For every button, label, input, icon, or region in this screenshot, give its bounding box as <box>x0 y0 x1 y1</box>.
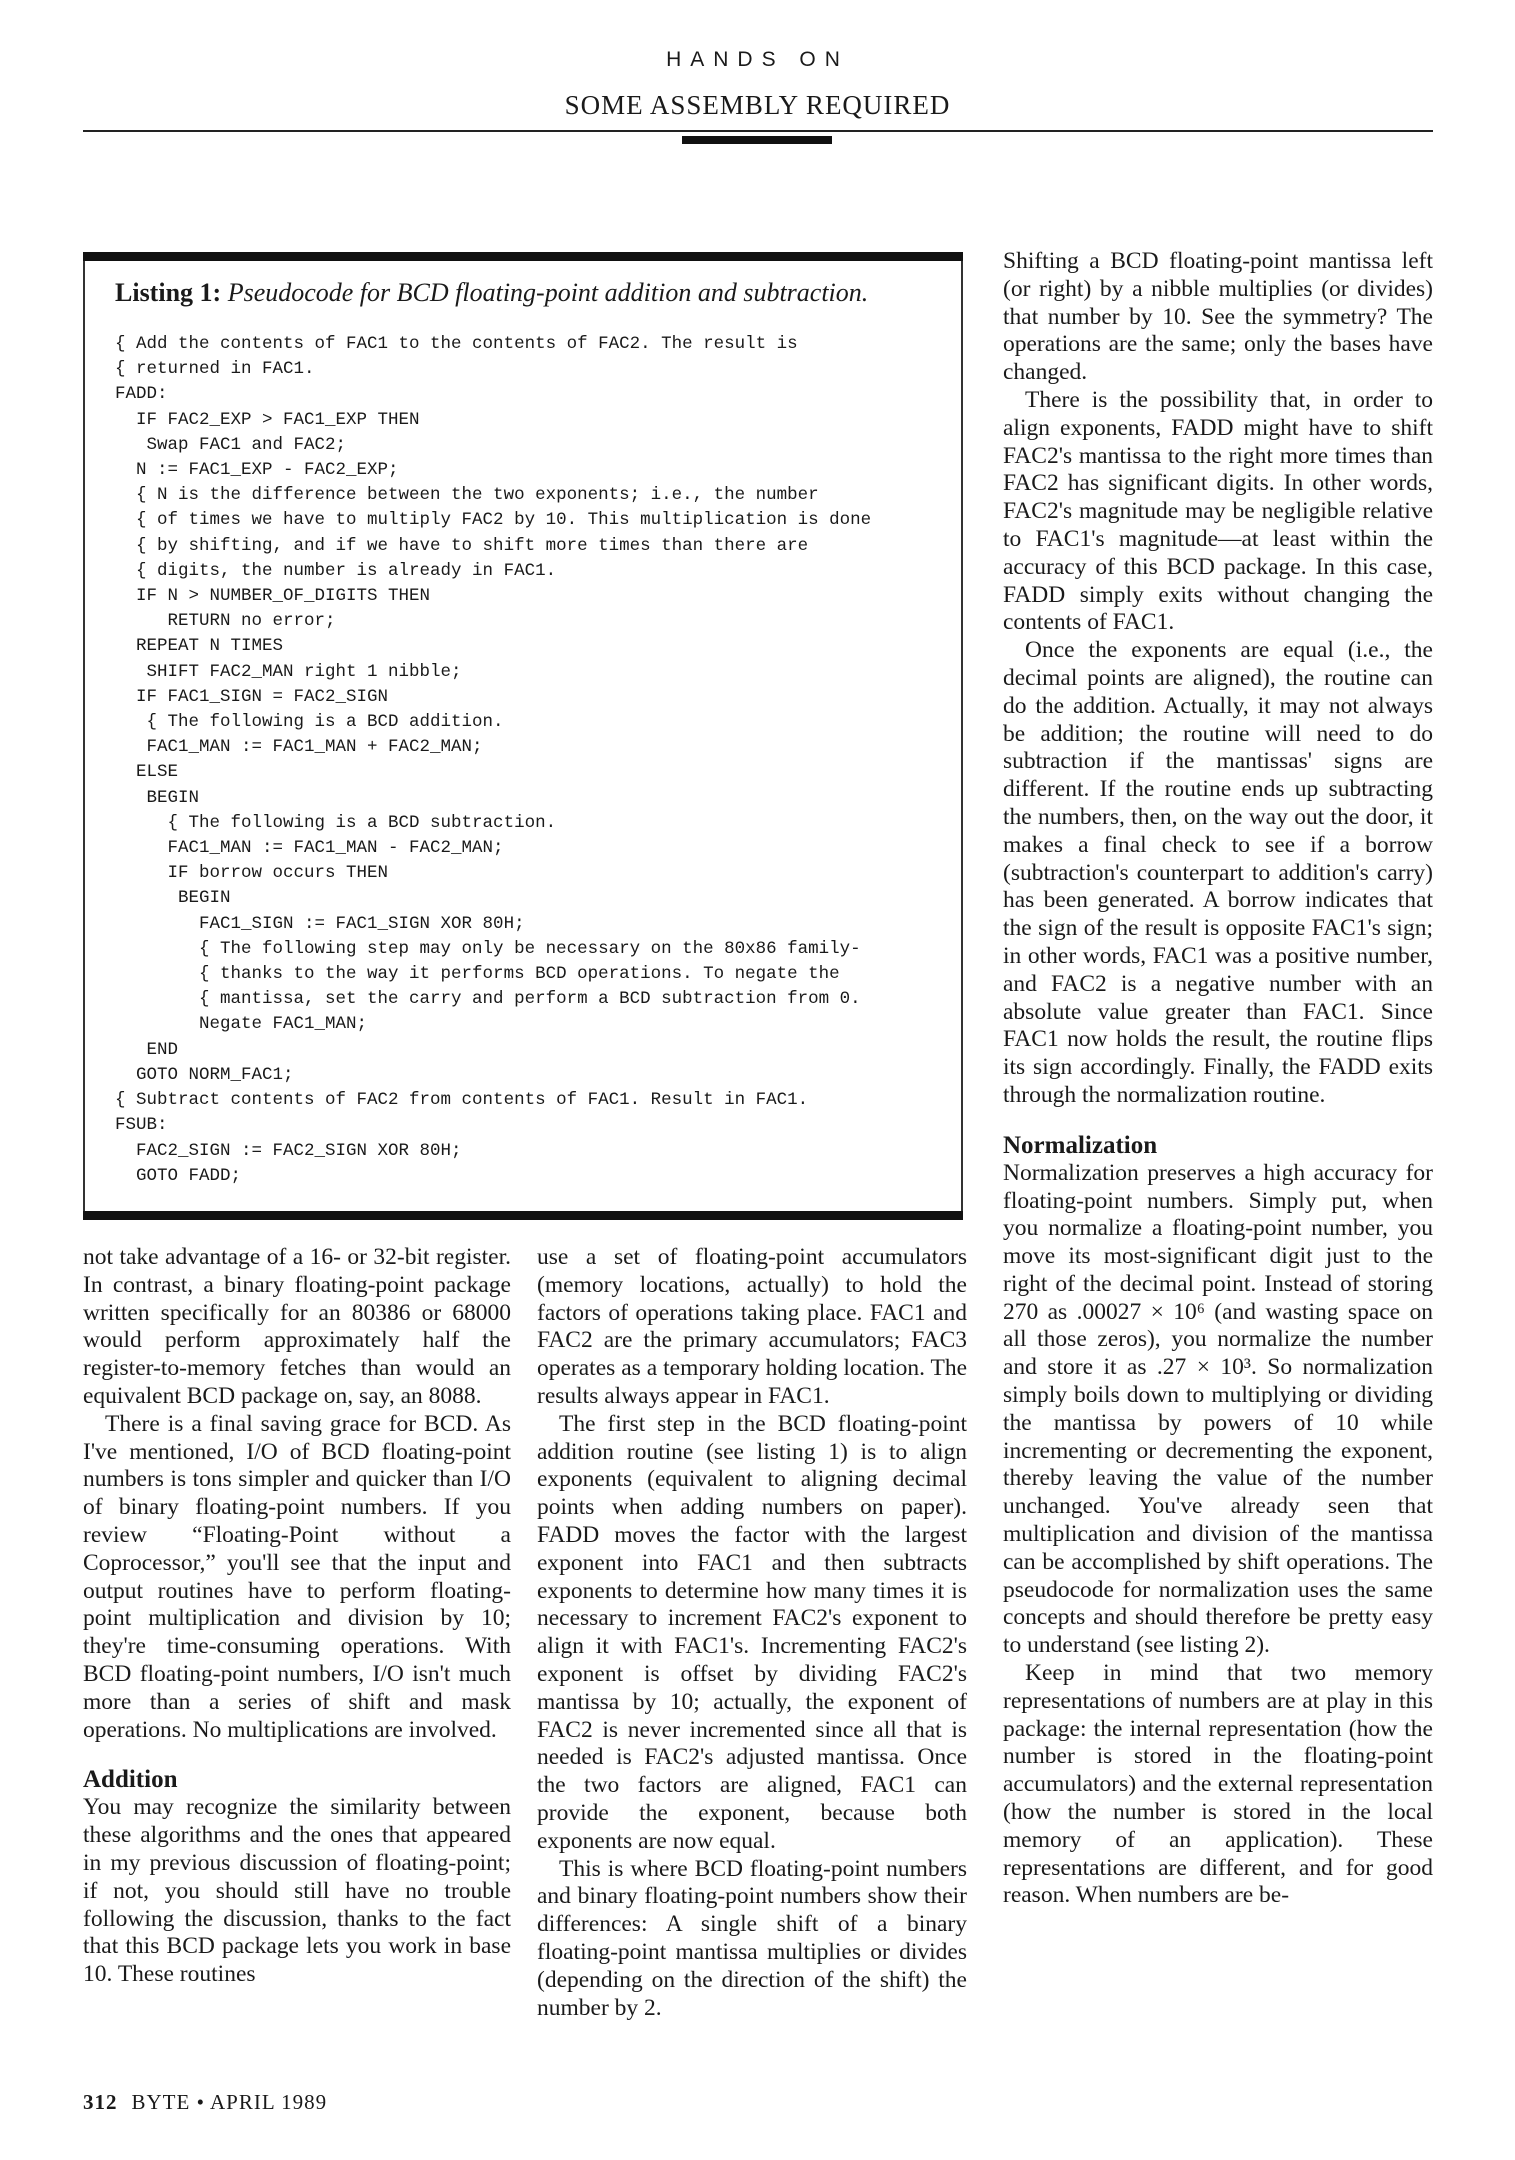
listing-bottom-bar <box>83 1211 963 1220</box>
header-rule <box>83 130 1433 132</box>
paragraph: There is the possibility that, in order to align exponents, FADD might have to shift FAC2's mantissa to the right more times than FAC2 has significant digits. In other words, FAC2's magnitude may be negligible relative to FAC1's magnitude—at least within the accuracy of this BCD package. In this case, FADD simply exits without changing the contents of FAC1. <box>1003 386 1433 636</box>
paragraph: Shifting a BCD floating-point mantissa left (or right) by a nibble multiplies (or divides) that number by 10. See the symmetry? The operations are the same; only the bases have changed. <box>1003 248 1433 386</box>
magazine-issue: BYTE • APRIL 1989 <box>131 2090 328 2114</box>
listing-label: Listing 1: <box>115 278 222 307</box>
paragraph: This is where BCD floating-point numbers and binary floating-point numbers show their differences: A single shift of a binary floating-point mantissa multiplies or divides (depending on the direction of the shift) the number by 2. <box>537 1855 967 2021</box>
column-2 <box>537 1244 967 2022</box>
listing-caption: Pseudocode for BCD floating-point addition and subtraction. <box>227 278 869 307</box>
paragraph: The first step in the BCD floating-point addition routine (see listing 1) is to align exponents (equivalent to aligning decimal points when adding numbers on paper). FADD moves the factor with the largest exponent into FAC1 and then subtracts exponents to determine how many times it is necessary to increment FAC2's exponent to align it with FAC1's. Incrementing FAC2's exponent is offset by dividing FAC2's mantissa by 10; actually, the exponent of FAC2 is never incremented since all that is needed is FAC2's adjusted mantissa. Once the two factors are aligned, FAC1 can provide the exponent, because both exponents are now equal. <box>537 1410 967 1854</box>
section-kicker: HANDS ON <box>666 48 849 71</box>
paragraph: You may recognize the similarity between these algorithms and the ones that appeared in my previous discussion of floating-point; if not, you should still have no trouble following the discussion, thanks to the fact that this BCD package lets you work in base 10. These routines <box>83 1794 511 1988</box>
header-rule-bar <box>682 136 832 144</box>
code-listing-box <box>83 252 963 1220</box>
page-number: 312 <box>83 2090 118 2114</box>
paragraph: use a set of floating-point accumulators (memory locations, actually) to hold the factors of operations taking place. FAC1 and FAC2 are the primary accumulators; FAC3 operates as a temporary holding location. The results always appear in FAC1. <box>537 1244 967 1409</box>
paragraph: not take advantage of a 16- or 32-bit register. In contrast, a binary floating-point package written specifically for an 80386 or 68000 would perform approximately half the register-to-memory fetches than would an equivalent BCD package on, say, an 8088. <box>83 1244 511 1409</box>
listing-title <box>115 278 868 308</box>
column-1 <box>83 1244 511 1989</box>
page-footer <box>83 2090 327 2115</box>
paragraph: Normalization preserves a high accuracy for floating-point numbers. Simply put, when you normalize a floating-point number, you move its most-significant digit just to the right of the decimal point. Instead of storing 270 as .00027 × 10⁶ (and wasting space on all those zeros), you normalize the number and store it as .27 × 10³. So normalization simply boils down to multiplying or dividing the mantissa by powers of 10 while incrementing or decrementing the exponent, thereby leaving the value of the number unchanged. You've already seen that multiplication and division of the mantissa can be accomplished by shift operations. The pseudocode for normalization uses the same concepts and should therefore be pretty easy to understand (see listing 2). <box>1003 1159 1433 1659</box>
paragraph: Once the exponents are equal (i.e., the decimal points are aligned), the routine can do the addition. Actually, it may not always be addition; the routine will need to do subtraction if the mantissas' signs are different. If the routine ends up subtracting the numbers, then, on the way out the door, it makes a final check to see if a borrow (subtraction's counterpart to addition's carry) has been generated. A borrow indicates that the sign of the result is opposite FAC1's sign; in other words, FAC1 was a positive number, and FAC2 is a negative number with an absolute value greater than FAC1. Since FAC1 now holds the result, the routine flips its sign accordingly. Finally, the FADD exits through the normalization routine. <box>1003 637 1433 1108</box>
listing-code: { Add the contents of FAC1 to the contents of FAC2. The result is { returned in FAC1. FADD: IF FAC2_EXP > FAC1_EXP THEN Swap FAC1 and FAC2; N := FAC1_EXP - FAC2_EXP; { N is the difference between the two exponents; i.e., the number { of times we have to multiply FAC2 by 10. This multiplication is done { by shifting, and if we have to shift more times than there are { digits, the number is already in FAC1. IF N > NUMBER_OF_DIGITS THEN RETURN no error; REPEAT N TIMES SHIFT FAC2_MAN right 1 nibble; IF FAC1_SIGN = FAC2_SIGN { The following is a BCD addition. FAC1_MAN := FAC1_MAN + FAC2_MAN; ELSE BEGIN { The following is a BCD subtraction. FAC1_MAN := FAC1_MAN - FAC2_MAN; IF borrow occurs THEN BEGIN FAC1_SIGN := FAC1_SIGN XOR 80H; { The following step may only be necessary on the 80x86 family- { thanks to the way it performs BCD operations. To negate the { mantissa, set the carry and perform a BCD subtraction from 0. Negate FAC1_MAN; END GOTO NORM_FAC1; { Subtract contents of FAC2 from contents of FAC1. Result in FAC1. FSUB: FAC2_SIGN := FAC2_SIGN XOR 80H; GOTO FADD; <box>115 334 872 1186</box>
heading-addition: Addition <box>83 1766 178 1794</box>
heading-normalization: Normalization <box>1003 1131 1158 1159</box>
paragraph: There is a final saving grace for BCD. As I've mentioned, I/O of BCD floating-point numbers is tons simpler and quicker than I/O of binary floating-point numbers. If you review “Floating-Point without a Coprocessor,” you'll see that the input and output routines have to perform floating-point multiplication and division by 10; they're time-consuming operations. With BCD floating-point numbers, I/O isn't much more than a series of shift and mask operations. No multiplications are involved. <box>83 1410 511 1743</box>
paragraph: Keep in mind that two memory representations of numbers are at play in this package: the internal representation (how the number is stored in the floating-point accumulators) and the external representation (how the number is stored in the local memory of an application). These representations are different, and for good reason. When numbers are be- <box>1003 1660 1433 1909</box>
section-title: SOME ASSEMBLY REQUIRED <box>564 90 951 120</box>
column-3 <box>1003 248 1433 1910</box>
listing-top-bar <box>83 252 963 261</box>
